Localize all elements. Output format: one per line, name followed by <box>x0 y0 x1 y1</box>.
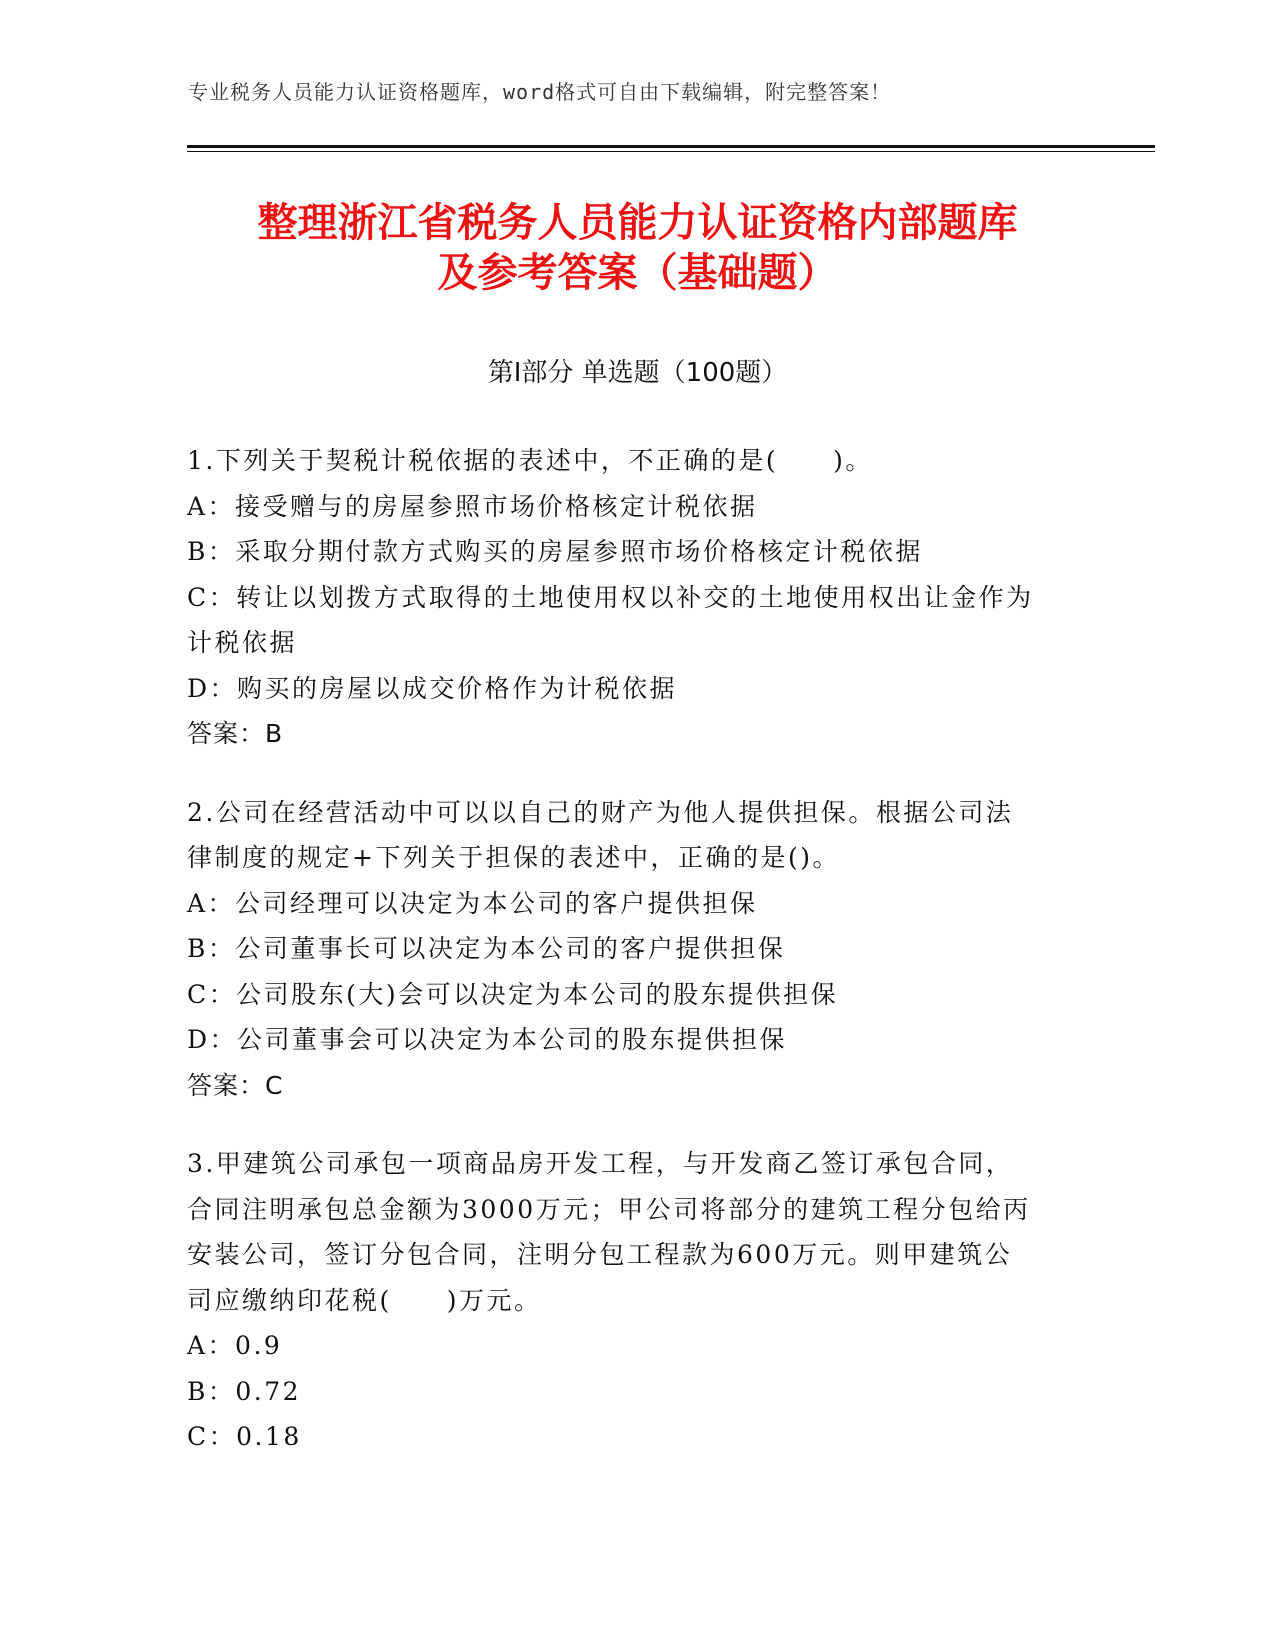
option-c-continued: 计税依据 <box>187 628 298 657</box>
option-c: C：0.18 <box>187 1422 302 1451</box>
answer: 答案：B <box>187 719 284 748</box>
option-a: A：接受赠与的房屋参照市场价格核定计税依据 <box>187 491 758 521</box>
question-stem-continued: 合同注明承包总金额为3000万元；甲公司将部分的建筑工程分包给丙 <box>187 1194 1031 1224</box>
header-rule-thick <box>187 145 1155 148</box>
question-2 <box>187 790 1067 1109</box>
option-c: C：转让以划拨方式取得的土地使用权以补交的土地使用权出让金作为 <box>187 582 1034 612</box>
answer: 答案：C <box>187 1070 284 1100</box>
document-title-line-1: 整理浙江省税务人员能力认证资格内部题库 <box>257 200 1018 246</box>
question-stem: 1.下列关于契税计税依据的表述中，不正确的是( )。 <box>187 446 873 475</box>
option-b: B：采取分期付款方式购买的房屋参照市场价格核定计税依据 <box>187 537 923 566</box>
option-b: B：0.72 <box>187 1376 302 1406</box>
question-3 <box>187 1141 1067 1460</box>
section-title: 第I部分 单选题（100题） <box>487 358 788 388</box>
question-stem-continued: 安装公司，签订分包合同，注明分包工程款为600万元。则甲建筑公 <box>187 1240 1013 1269</box>
document-title <box>150 198 1125 298</box>
option-b: B：公司董事长可以决定为本公司的客户提供担保 <box>187 934 786 963</box>
header-rule-thin <box>187 151 1155 152</box>
question-stem-continued: 司应缴纳印花税( )万元。 <box>187 1285 542 1315</box>
option-a: A：公司经理可以决定为本公司的客户提供担保 <box>187 888 758 918</box>
header-note: 专业税务人员能力认证资格题库，word格式可自由下载编辑，附完整答案！ <box>188 80 892 104</box>
option-d: D：公司董事会可以决定为本公司的股东提供担保 <box>187 1025 788 1054</box>
document-title-line-2: 及参考答案（基础题） <box>437 250 838 296</box>
question-stem-continued: 律制度的规定+下列关于担保的表述中，正确的是()。 <box>187 843 840 872</box>
question-stem: 2.公司在经营活动中可以以自己的财产为他人提供担保。根据公司法 <box>187 797 1014 827</box>
option-a: A：0.9 <box>187 1331 283 1360</box>
question-stem: 3.甲建筑公司承包一项商品房开发工程，与开发商乙签订承包合同， <box>187 1149 1014 1178</box>
question-1 <box>187 438 1067 757</box>
question-list <box>187 438 1067 1493</box>
option-d: D：购买的房屋以成交价格作为计税依据 <box>187 673 678 703</box>
option-c: C：公司股东(大)会可以决定为本公司的股东提供担保 <box>187 979 839 1009</box>
